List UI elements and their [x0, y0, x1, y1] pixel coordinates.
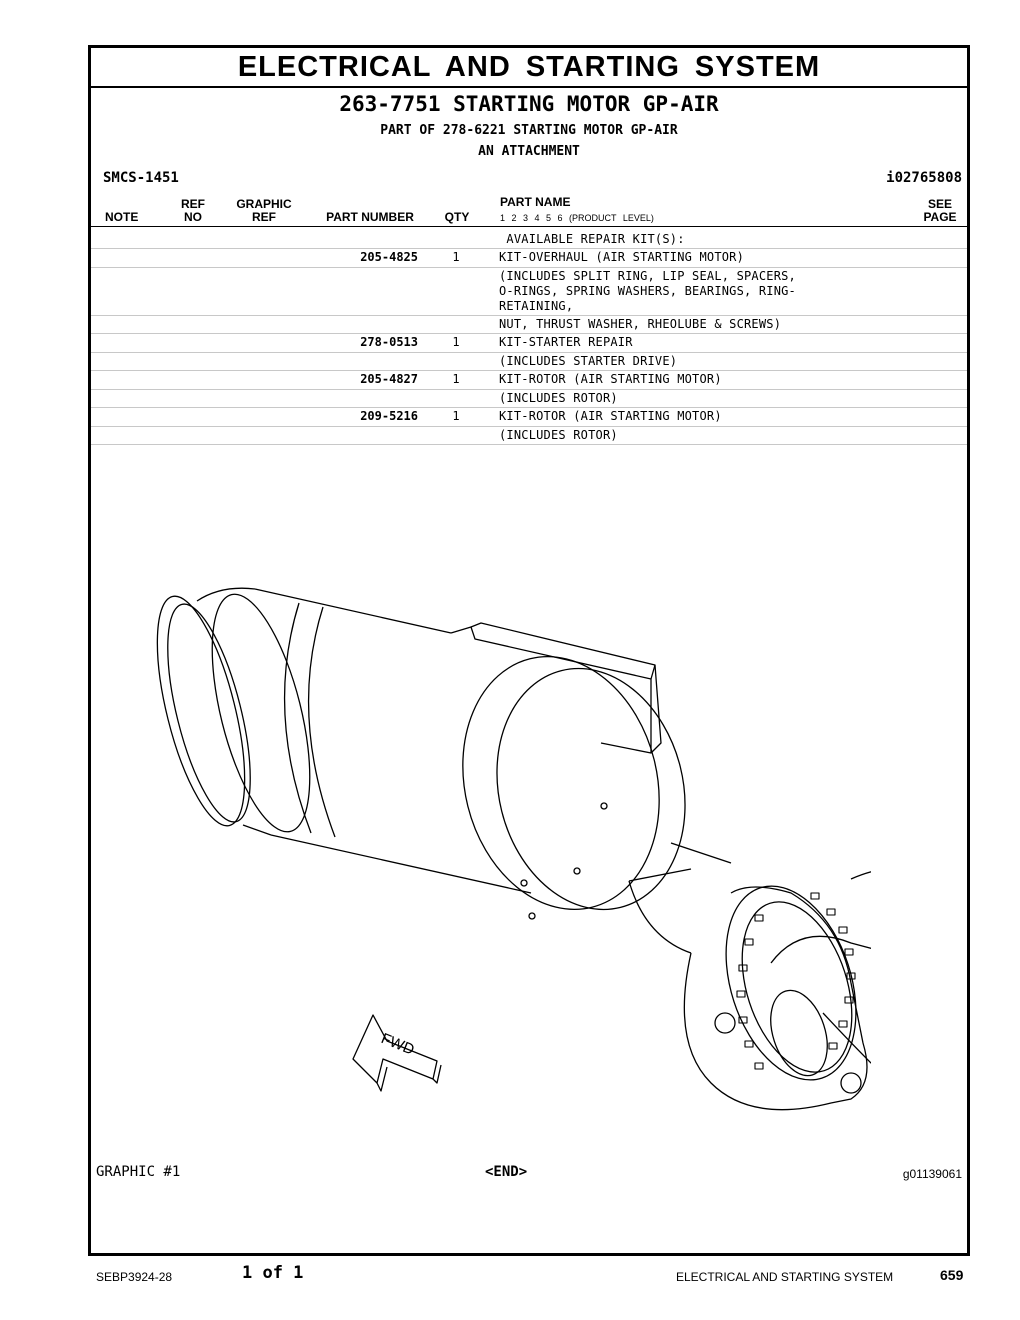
table-row: (INCLUDES SPLIT RING, LIP SEAL, SPACERS, O-RINGS, SPRING WASHERS, BEARINGS, RING- RETAINING,: [91, 267, 967, 316]
doc-number: SEBP3924-28: [96, 1270, 173, 1284]
group-title: 263-7751 STARTING MOTOR GP-AIR: [339, 92, 719, 116]
fwd-arrow-label: FWD: [378, 1030, 417, 1059]
table-row: 205-4827 1 KIT-ROTOR (AIR STARTING MOTOR): [91, 370, 967, 390]
smcs-code: SMCS-1451: [103, 170, 179, 186]
table-row: 278-0513 1 KIT-STARTER REPAIR: [91, 333, 967, 353]
product-level-scale: 1 2 3 4 5 6 (PRODUCT LEVEL): [500, 213, 654, 223]
page-number: 659: [940, 1267, 964, 1283]
table-row: AVAILABLE REPAIR KIT(S):: [91, 230, 967, 249]
starting-motor-illustration: [151, 563, 871, 1133]
footer-section: ELECTRICAL AND STARTING SYSTEM: [676, 1270, 894, 1284]
illustration-id: i02765808: [886, 170, 962, 186]
table-row: (INCLUDES STARTER DRIVE): [91, 352, 967, 371]
graphic-id: g01139061: [902, 1167, 962, 1181]
part-of-line: PART OF 278-6221 STARTING MOTOR GP-AIR: [380, 123, 678, 138]
table-row: NUT, THRUST WASHER, RHEOLUBE & SCREWS): [91, 315, 967, 334]
header-rule: [91, 226, 967, 227]
col-qty: QTY: [444, 210, 470, 224]
page-of: 1 of 1: [242, 1263, 304, 1283]
graphic-label: GRAPHIC #1: [96, 1164, 181, 1180]
col-note: NOTE: [105, 210, 139, 224]
page-frame: [88, 45, 970, 1256]
col-see-page: SEE PAGE: [923, 197, 957, 224]
system-title: ELECTRICAL AND STARTING SYSTEM: [91, 48, 967, 88]
table-row: (INCLUDES ROTOR): [91, 389, 967, 408]
table-row: 205-4825 1 KIT-OVERHAUL (AIR STARTING MOTOR): [91, 248, 967, 268]
table-row: (INCLUDES ROTOR): [91, 426, 967, 445]
attachment-line: AN ATTACHMENT: [478, 144, 580, 159]
col-part-name: PART NAME: [500, 195, 571, 209]
col-graphic-ref: GRAPHIC REF: [236, 197, 292, 224]
end-marker: <END>: [485, 1164, 528, 1180]
col-ref-no: REF NO: [181, 197, 205, 224]
col-part-number: PART NUMBER: [326, 210, 414, 224]
table-row: 209-5216 1 KIT-ROTOR (AIR STARTING MOTOR): [91, 407, 967, 427]
